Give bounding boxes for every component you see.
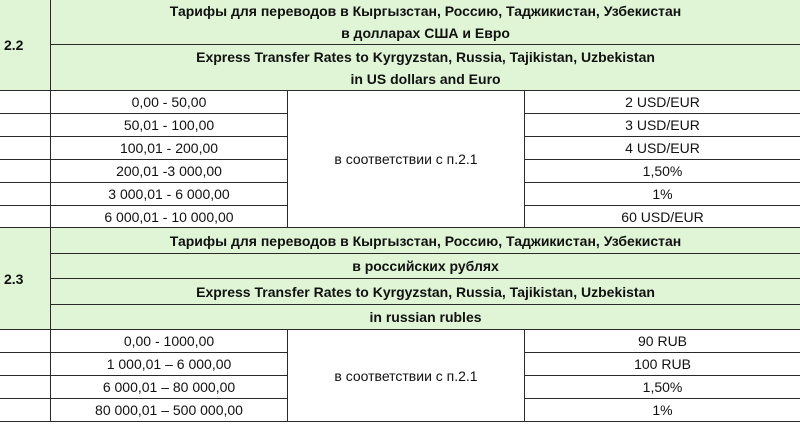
amount-range: 80 000,01 – 500 000,00 xyxy=(51,399,288,422)
amount-range: 6 000,01 – 80 000,00 xyxy=(51,376,288,399)
fee-value: 1,50% xyxy=(525,160,800,183)
amount-range: 100,01 - 200,00 xyxy=(51,137,288,160)
row-number-cell xyxy=(0,399,51,422)
header-ru-line1: Тарифы для переводов в Кыргызстан, Россию, Таджикистан, Узбекистан xyxy=(169,2,682,19)
header-en-line2: in US dollars and Euro xyxy=(350,70,501,87)
table-row xyxy=(0,330,800,353)
fee-value: 4 USD/EUR xyxy=(525,137,800,160)
row-number-cell xyxy=(0,330,51,353)
header-ru-line2: в долларах США и Евро xyxy=(341,24,510,41)
amount-range: 200,01 -3 000,00 xyxy=(51,160,288,183)
fee-value: 1,50% xyxy=(525,376,800,399)
header-en-line2: in russian rubles xyxy=(51,305,800,330)
fee-value: 3 USD/EUR xyxy=(525,114,800,137)
fee-value: 100 RUB xyxy=(525,353,800,376)
row-number-cell xyxy=(0,160,51,183)
row-number-cell xyxy=(0,137,51,160)
section-number: 2.2 xyxy=(0,0,51,91)
amount-range: 6 000,01 - 10 000,00 xyxy=(51,206,288,228)
fee-value: 2 USD/EUR xyxy=(525,91,800,114)
section-header-ru xyxy=(51,0,800,45)
header-ru-line1: Тарифы для переводов в Кыргызстан, Россию, Таджикистан, Узбекистан xyxy=(51,228,800,254)
row-number-cell xyxy=(0,376,51,399)
row-number-cell xyxy=(0,183,51,206)
amount-range: 1 000,01 – 6 000,00 xyxy=(51,353,288,376)
reference-note: в соответствии с п.2.1 xyxy=(288,330,525,422)
fee-value: 1% xyxy=(525,399,800,422)
row-number-cell xyxy=(0,114,51,137)
row-number-cell xyxy=(0,91,51,114)
amount-range: 0,00 - 1000,00 xyxy=(51,330,288,353)
amount-range: 50,01 - 100,00 xyxy=(51,114,288,137)
reference-note: в соответствии с п.2.1 xyxy=(288,91,525,228)
section-number: 2.3 xyxy=(0,228,51,330)
header-en-line1: Express Transfer Rates to Kyrgyzstan, Russia, Tajikistan, Uzbekistan xyxy=(196,48,655,65)
fee-value: 60 USD/EUR xyxy=(525,206,800,228)
header-ru-line2: в российских рублях xyxy=(51,254,800,279)
row-number-cell xyxy=(0,353,51,376)
amount-range: 0,00 - 50,00 xyxy=(51,91,288,114)
fee-value: 90 RUB xyxy=(525,330,800,353)
table-row xyxy=(0,91,800,114)
header-en-line1: Express Transfer Rates to Kyrgyzstan, Russia, Tajikistan, Uzbekistan xyxy=(51,279,800,305)
fee-value: 1% xyxy=(525,183,800,206)
amount-range: 3 000,01 - 6 000,00 xyxy=(51,183,288,206)
row-number-cell xyxy=(0,206,51,228)
section-header-en xyxy=(51,45,800,91)
